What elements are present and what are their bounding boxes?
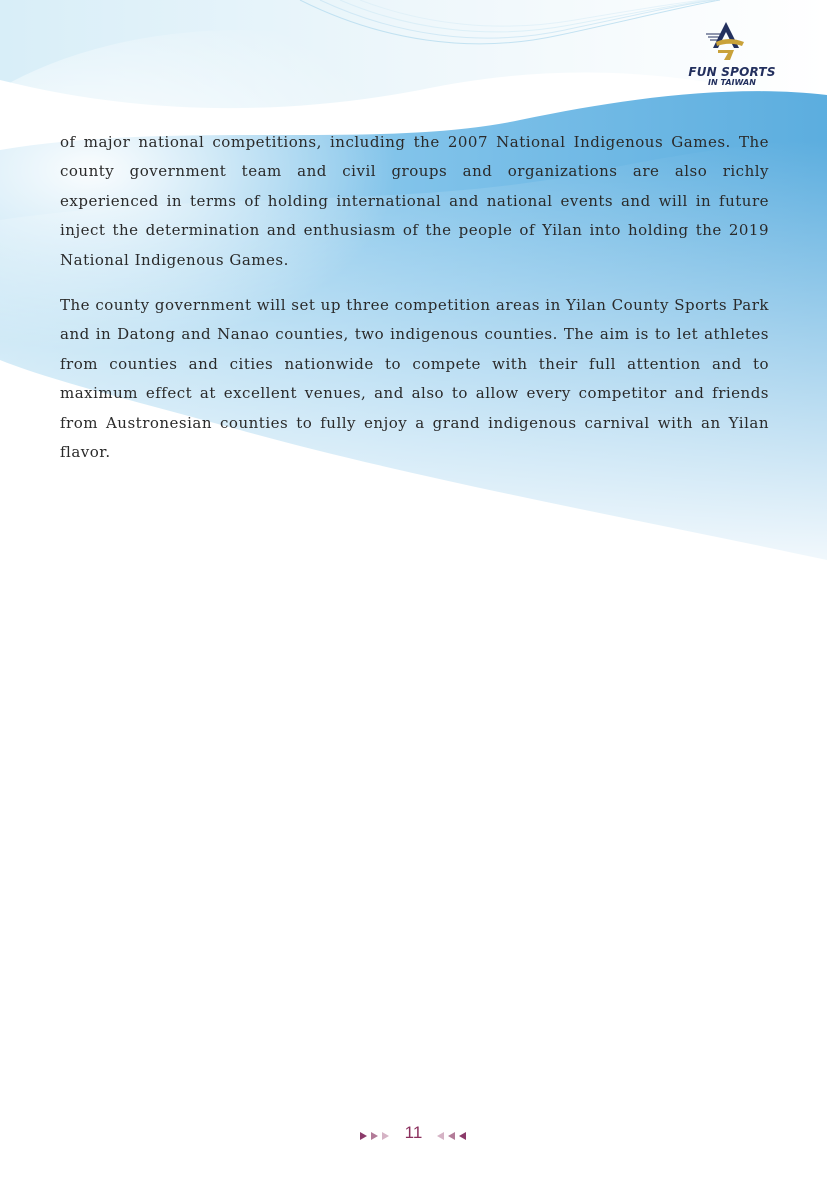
logo-subtitle: IN TAIWAN: [708, 78, 756, 87]
logo-title: FUN SPORTS: [688, 65, 776, 79]
page-number: 11: [404, 1123, 423, 1142]
paragraph: of major national competitions, including the 2007 National Indigenous Games. The county government team and civil groups and organizations are also richly experienced in terms of holding international and national events and will in future inject the determination and enthusiasm of the people of Yilan into holding the 2019 National Indigenous Games.: [60, 133, 769, 269]
fun-sports-logo: [682, 20, 782, 92]
sports-figure-icon: [704, 20, 748, 62]
paragraph: The county government will set up three competition areas in Yilan County Sports Park and in Datong and Nanao counties, two indigenous counties. The aim is to let athletes from counties and cities nationwide to compete with their full attention and to maximum effect at excellent venues, and also to allow every competitor and friends from Austronesian counties to fully enjoy a grand indigenous carnival with an Yilan flavor.: [60, 296, 769, 462]
body-text: [60, 128, 769, 483]
left-arrows-icon: [435, 1131, 469, 1141]
